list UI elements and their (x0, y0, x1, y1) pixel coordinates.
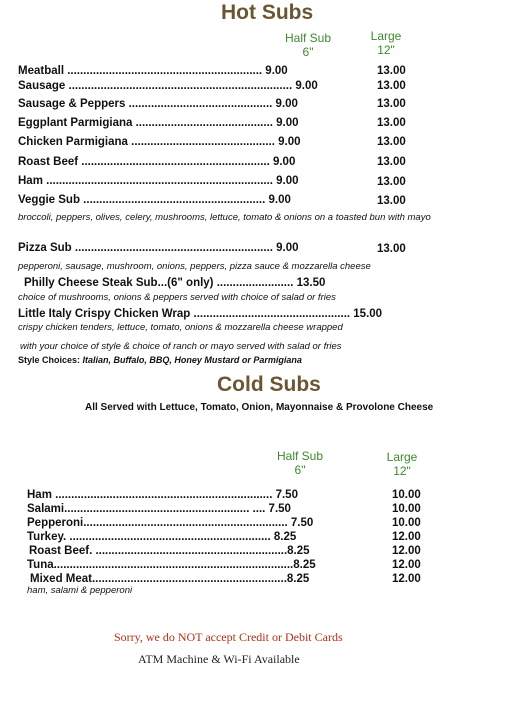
cold-half-sub-header (270, 449, 330, 477)
hot-half-sub-label: Half Sub (284, 31, 332, 45)
cold-item-large: 12.00 (392, 573, 421, 585)
hot-item-large: 13.00 (377, 176, 406, 188)
cold-item-line: Pepperoni................................................................ 7.50 (27, 517, 314, 529)
philly-description: choice of mushrooms, onions & peppers served with choice of salad or fries (18, 292, 336, 303)
style-choices-label: Style Choices: (18, 355, 81, 365)
cold-item-line: Salami.......................................................... .... 7.50 (27, 503, 291, 515)
cold-large-label: Large (386, 450, 418, 464)
cold-large-size: 12" (393, 464, 411, 478)
payment-notice: Sorry, we do NOT accept Credit or Debit Cards (114, 630, 343, 644)
cold-item-line: Mixed Meat.............................................................8.25 (30, 573, 310, 585)
cold-subs-title: Cold Subs (217, 373, 321, 396)
amenities-notice: ATM Machine & Wi-Fi Available (138, 652, 300, 666)
hot-item-line: Roast Beef ........................................................... 9.00 (18, 156, 296, 168)
hot-item-line: Veggie Sub ......................................................... 9.00 (18, 194, 291, 206)
cold-item-line: Ham .................................................................... 7.50 (27, 489, 298, 501)
hot-item-large: 13.00 (377, 136, 406, 148)
philly-line: Philly Cheese Steak Sub...(6" only) ........................ 13.50 (24, 277, 326, 289)
cold-item-large: 12.00 (392, 531, 421, 543)
hot-item-line: Chicken Parmigiana ............................................. 9.00 (18, 136, 301, 148)
hot-item-line: Sausage & Peppers ............................................. 9.00 (18, 98, 298, 110)
hot-item-large: 13.00 (377, 98, 406, 110)
hot-large-label: Large (370, 29, 402, 43)
wrap-description: crispy chicken tenders, lettuce, tomato, onions & mozzarella cheese wrapped (18, 322, 343, 333)
hot-subs-title: Hot Subs (221, 1, 314, 24)
cold-item-large: 10.00 (392, 517, 421, 529)
hot-half-sub-size: 6" (302, 45, 314, 59)
style-choices-options: Italian, Buffalo, BBQ, Honey Mustard or Parmigiana (82, 355, 302, 365)
cold-large-header (378, 450, 426, 478)
cold-item-large: 10.00 (392, 489, 421, 501)
cold-subs-subtitle: All Served with Lettuce, Tomato, Onion, Mayonnaise & Provolone Cheese (85, 402, 434, 413)
hot-item-large: 13.00 (377, 80, 406, 92)
cold-half-sub-label: Half Sub (276, 449, 324, 463)
cold-item-line: Roast Beef. ............................................................8.25 (29, 545, 310, 557)
pizza-sub-line: Pizza Sub .............................................................. 9.00 (18, 242, 299, 254)
hot-item-large: 13.00 (377, 195, 406, 207)
cold-item-line: Turkey. ............................................................... 8.25 (27, 531, 297, 543)
cold-item-large: 10.00 (392, 503, 421, 515)
hot-large-header (360, 29, 412, 57)
cold-half-sub-size: 6" (294, 463, 306, 477)
pizza-sub-large: 13.00 (377, 243, 406, 255)
hot-half-sub-header (278, 31, 338, 59)
hot-item-line: Eggplant Parmigiana ........................................... 9.00 (18, 117, 299, 129)
hot-item-line: Meatball ............................................................. 9.00 (18, 65, 288, 77)
mixed-meat-description: ham, salami & pepperoni (27, 585, 133, 596)
cold-item-line: Tuna...........................................................................8.25 (27, 559, 316, 571)
wrap-description: with your choice of style & choice of ranch or mayo served with salad or fries (20, 341, 342, 352)
hot-item-large: 13.00 (377, 156, 406, 168)
pizza-description: pepperoni, sausage, mushroom, onions, peppers, pizza sauce & mozzarella cheese (18, 261, 371, 272)
hot-item-line: Sausage ...................................................................... 9.00 (18, 80, 318, 92)
hot-large-size: 12" (377, 43, 395, 57)
cold-item-large: 12.00 (392, 545, 421, 557)
hot-item-line: Ham ....................................................................... 9.00 (18, 175, 299, 187)
cold-item-large: 12.00 (392, 559, 421, 571)
veggie-description: broccoli, peppers, olives, celery, mushrooms, lettuce, tomato & onions on a toasted bun with mayo (18, 212, 431, 223)
hot-item-large: 13.00 (377, 65, 406, 77)
hot-item-large: 13.00 (377, 117, 406, 129)
wrap-line: Little Italy Crispy Chicken Wrap ................................................. 15.00 (18, 308, 383, 320)
style-choices (18, 355, 302, 365)
